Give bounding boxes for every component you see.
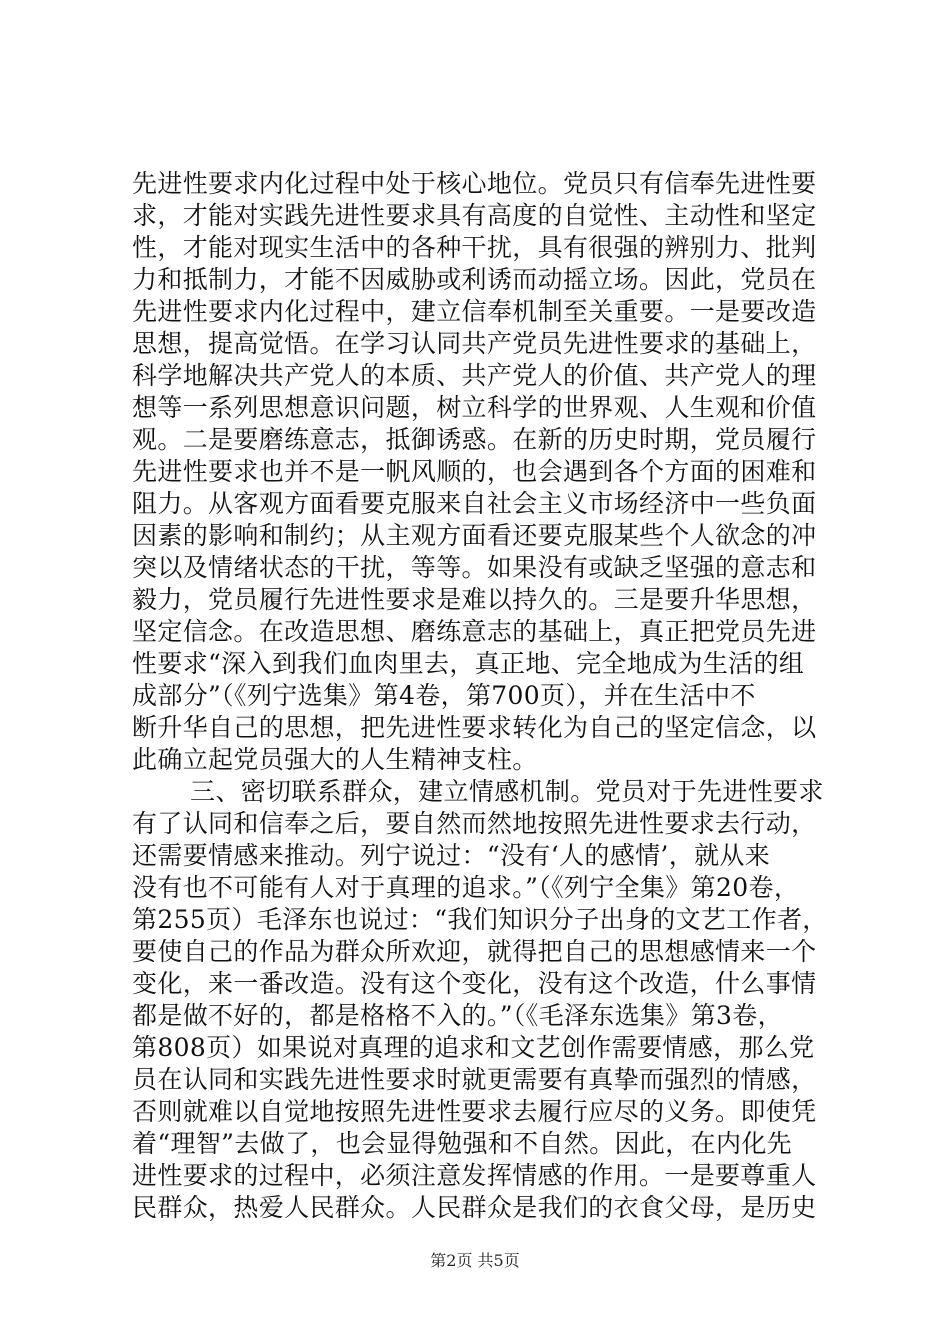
text-line: 要使自己的作品为群众所欢迎，就得把自己的思想感情来一个: [132, 937, 817, 966]
text-line: 否则就难以自觉地按照先进性要求去履行应尽的义务。即使凭: [132, 1097, 817, 1126]
text-line: 性，才能对现实生活中的各种干扰，具有很强的辨别力、批判: [132, 233, 817, 262]
text-line: 力和抵制力，才能不因威胁或利诱而动摇立场。因此，党员在: [132, 265, 817, 294]
text-line: 员在认同和实践先进性要求时就更需要有真挚而强烈的情感，: [132, 1065, 817, 1094]
text-line: 毅力，党员履行先进性要求是难以持久的。三是要升华思想，: [132, 585, 817, 614]
text-line: 没有也不可能有人对于真理的追求。”（《列宁全集》第20卷，: [132, 873, 800, 902]
text-line: 先进性要求内化过程中，建立信奉机制至关重要。一是要改造: [132, 297, 817, 326]
text-line: 坚定信念。在改造思想、磨练意志的基础上，真正把党员先进: [132, 617, 817, 646]
text-line: 思想，提高觉悟。在学习认同共产党员先进性要求的基础上，: [132, 329, 817, 358]
page-number-footer: 第2页 共5页: [430, 1251, 520, 1270]
text-line: 第808页）如果说对真理的追求和文艺创作需要情感，那么党: [132, 1033, 815, 1062]
text-line: 断升华自己的思想，把先进性要求转化为自己的坚定信念，以: [132, 713, 817, 742]
body-text: [132, 168, 832, 1224]
text-line: 科学地解决共产党人的本质、共产党人的价值、共产党人的理: [132, 361, 817, 390]
text-line: 着“理智”去做了，也会显得勉强和不自然。因此，在内化先: [132, 1129, 793, 1158]
text-line: 都是做不好的，都是格格不入的。”（《毛泽东选集》第3卷，: [132, 1001, 783, 1030]
text-line: 此确立起党员强大的人生精神支柱。: [132, 745, 538, 774]
text-line: 阻力。从客观方面看要克服来自社会主义市场经济中一些负面: [132, 489, 817, 518]
text-line: 求，才能对实践先进性要求具有高度的自觉性、主动性和坚定: [132, 201, 817, 230]
text-line: 进性要求的过程中，必须注意发挥情感的作用。一是要尊重人: [132, 1161, 817, 1190]
text-line: 有了认同和信奉之后，要自然而然地按照先进性要求去行动，: [132, 809, 817, 838]
paragraph-start-line: 三、密切联系群众，建立情感机制。党员对于先进性要求: [190, 777, 824, 806]
text-line: 突以及情绪状态的干扰，等等。如果没有或缺乏坚强的意志和: [132, 553, 817, 582]
text-line: 成部分”（《列宁选集》第4卷，第700页），并在生活中不: [132, 681, 756, 710]
text-line: 先进性要求也并不是一帆风顺的，也会遇到各个方面的困难和: [132, 457, 817, 486]
text-line: 观。二是要磨练意志，抵御诱惑。在新的历史时期，党员履行: [132, 425, 817, 454]
text-line: 因素的影响和制约；从主观方面看还要克服某些个人欲念的冲: [132, 521, 817, 550]
text-line: 第255页）毛泽东也说过：“我们知识分子出身的文艺工作者，: [132, 905, 828, 934]
text-line: 想等一系列思想意识问题，树立科学的世界观、人生观和价值: [132, 393, 817, 422]
text-line: 先进性要求内化过程中处于核心地位。党员只有信奉先进性要: [132, 169, 817, 198]
text-line: 民群众，热爱人民群众。人民群众是我们的衣食父母，是历史: [132, 1193, 817, 1222]
text-line: 还需要情感来推动。列宁说过：“没有‘人的感情’，就从来: [132, 841, 771, 870]
text-line: 变化，来一番改造。没有这个变化，没有这个改造，什么事情: [132, 969, 817, 998]
text-line: 性要求“深入到我们血肉里去，真正地、完全地成为生活的组: [132, 649, 805, 678]
